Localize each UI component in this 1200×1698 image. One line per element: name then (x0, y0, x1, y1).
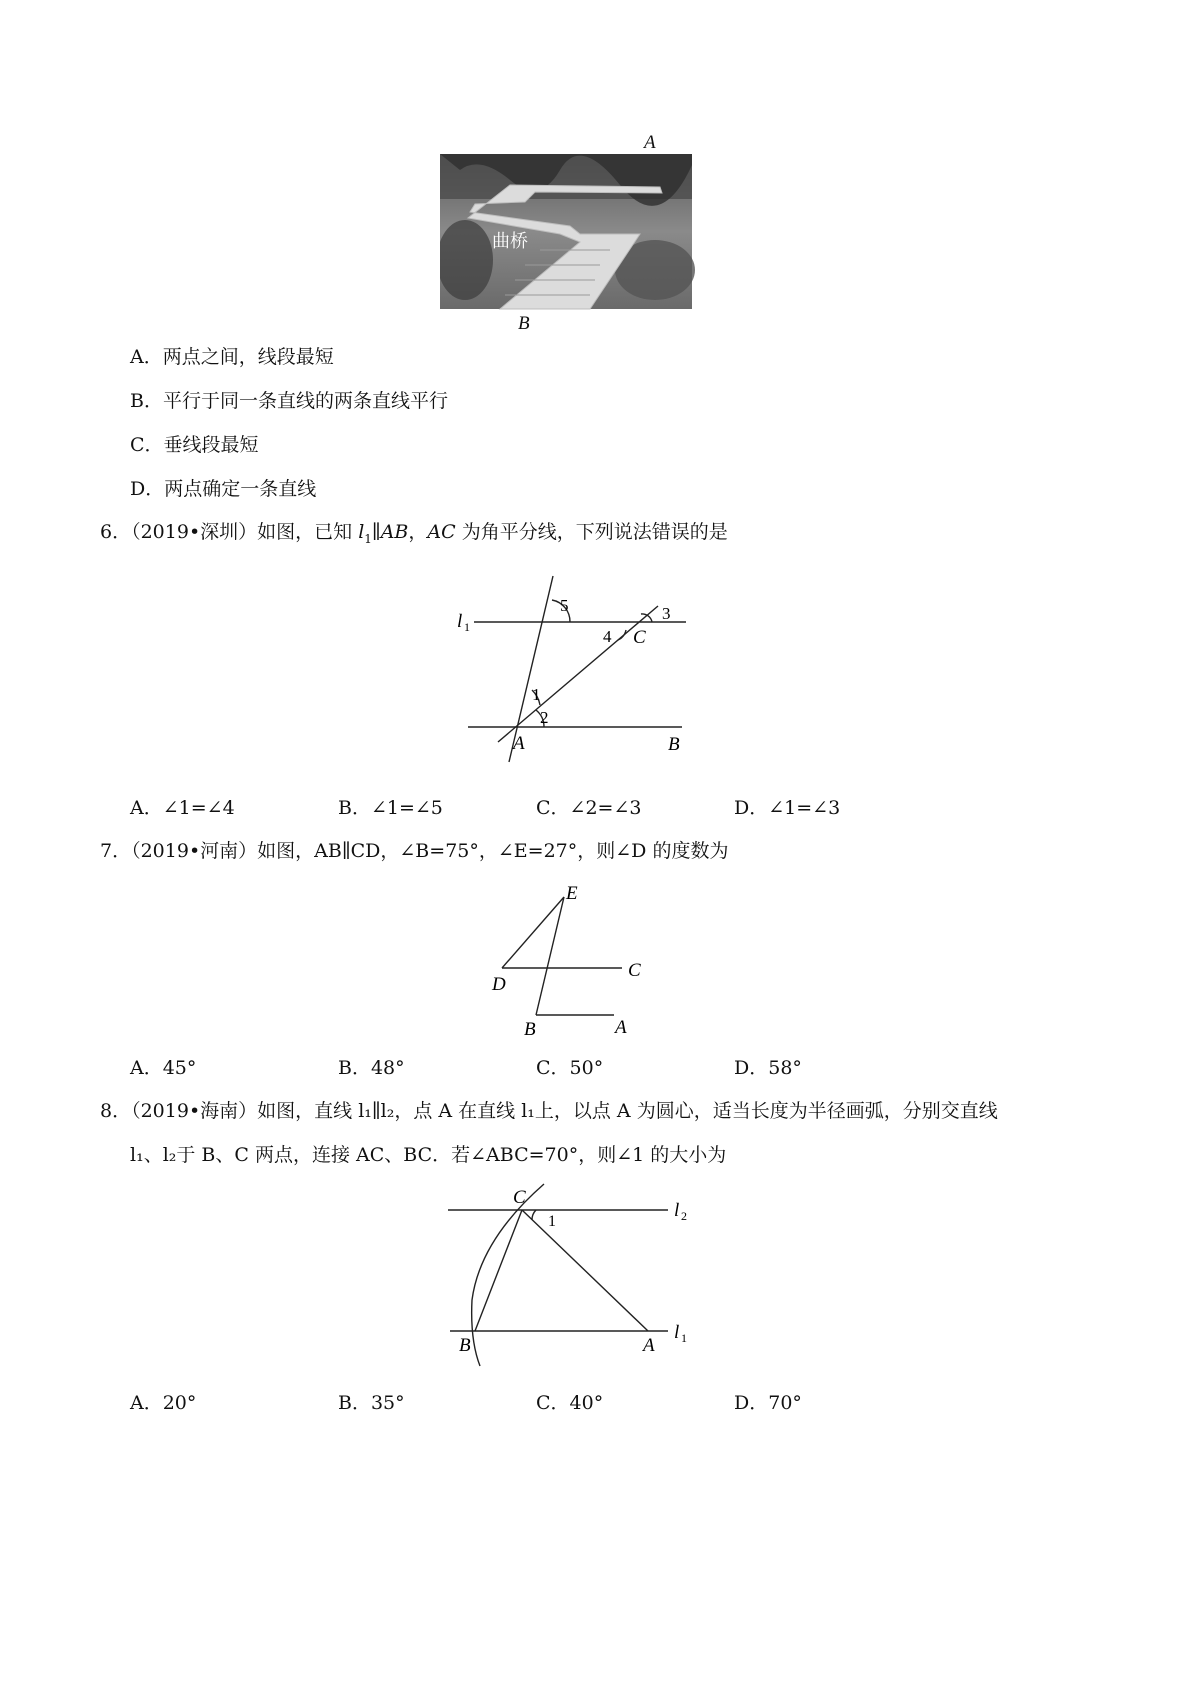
angle-label-4: 4 (603, 627, 612, 646)
q6-option-a: A．∠1=∠4 (130, 797, 235, 819)
point-label-c: C (513, 1187, 526, 1208)
angle-label-5: 5 (560, 596, 569, 615)
q5-option-b: B．平行于同一条直线的两条直线平行 (130, 390, 448, 412)
point-label-a: A (643, 1335, 655, 1356)
point-label-d: D (492, 974, 506, 995)
q6-option-d: D．∠1=∠3 (734, 797, 841, 819)
question-text: 如图，直线 l₁∥l₂，点 A 在直线 l₁上，以点 A 为圆心，适当长度为半径画弧，分别交直线 (257, 1100, 998, 1122)
q6-option-c: C．∠2=∠3 (536, 797, 642, 819)
angle-label-3: 3 (662, 604, 671, 623)
q5-figure (440, 130, 700, 330)
q5-option-a: A．两点之间，线段最短 (130, 346, 334, 368)
question-source: （2019•河南） (131, 840, 258, 862)
line-label-l1: l (674, 1322, 680, 1343)
q7-stem (100, 839, 728, 863)
point-label-c: C (633, 627, 646, 648)
line-label-l2: l (674, 1200, 680, 1221)
q8-figure (440, 1180, 710, 1370)
q7-figure (480, 875, 660, 1045)
question-source: （2019•深圳） (131, 521, 258, 543)
point-label-a: A (615, 1017, 627, 1038)
point-label-b: B (518, 313, 530, 330)
q7-option-c: C．50° (536, 1057, 604, 1079)
point-label-a: A (644, 132, 656, 153)
line-label-l1-sub: 1 (681, 1331, 687, 1345)
segment-bc (475, 1210, 522, 1331)
q8-stem-line2: l₁、l₂于 B、C 两点，连接 AC、BC．若∠ABC=70°，则∠1 的大小为 (130, 1144, 727, 1166)
q8-stem-line1 (100, 1099, 998, 1123)
line-label-l: l (457, 611, 463, 632)
compass-arc (472, 1184, 544, 1366)
question-text: 如图，AB∥CD，∠B=75°，∠E=27°，则∠D 的度数为 (257, 840, 729, 862)
q7-option-b: B．48° (338, 1057, 405, 1079)
q5-photo (440, 130, 700, 330)
point-label-b: B (668, 734, 680, 755)
line-label-sub: 1 (464, 620, 470, 634)
question-number: 6． (100, 521, 132, 543)
line-eb (536, 897, 564, 1015)
question-number: 8． (100, 1100, 132, 1122)
q8-option-d: D．70° (734, 1392, 802, 1414)
q7-option-a: A．45° (130, 1057, 197, 1079)
q6-figure (440, 570, 700, 770)
q8-option-c: C．40° (536, 1392, 604, 1414)
q6-stem: 6．（2019•深圳）如图，已知 $l_1\parallel AB$，AC 为角平分线，下列说法错误的是 (100, 521, 728, 546)
line-label-l2-sub: 2 (681, 1209, 687, 1223)
q5-option-d: D．两点确定一条直线 (130, 478, 317, 500)
point-label-c: C (628, 960, 641, 981)
photo-caption: 曲桥 (492, 231, 528, 252)
q8-option-a: A．20° (130, 1392, 197, 1414)
point-label-a: A (513, 733, 525, 754)
point-label-b: B (459, 1335, 471, 1356)
angle-label-1: 1 (532, 685, 541, 704)
q8-option-b: B．35° (338, 1392, 405, 1414)
question-number: 7． (100, 840, 132, 862)
question-source: （2019•海南） (131, 1100, 258, 1122)
point-label-e: E (566, 883, 578, 904)
point-label-b: B (524, 1019, 536, 1040)
q5-option-c: C．垂线段最短 (130, 434, 259, 456)
q7-option-d: D．58° (734, 1057, 802, 1079)
q6-option-b: B．∠1=∠5 (338, 797, 443, 819)
line-de (502, 897, 564, 968)
angle-label-2: 2 (540, 708, 549, 727)
segment-ac (522, 1210, 648, 1331)
angle-label-1: 1 (548, 1213, 556, 1230)
